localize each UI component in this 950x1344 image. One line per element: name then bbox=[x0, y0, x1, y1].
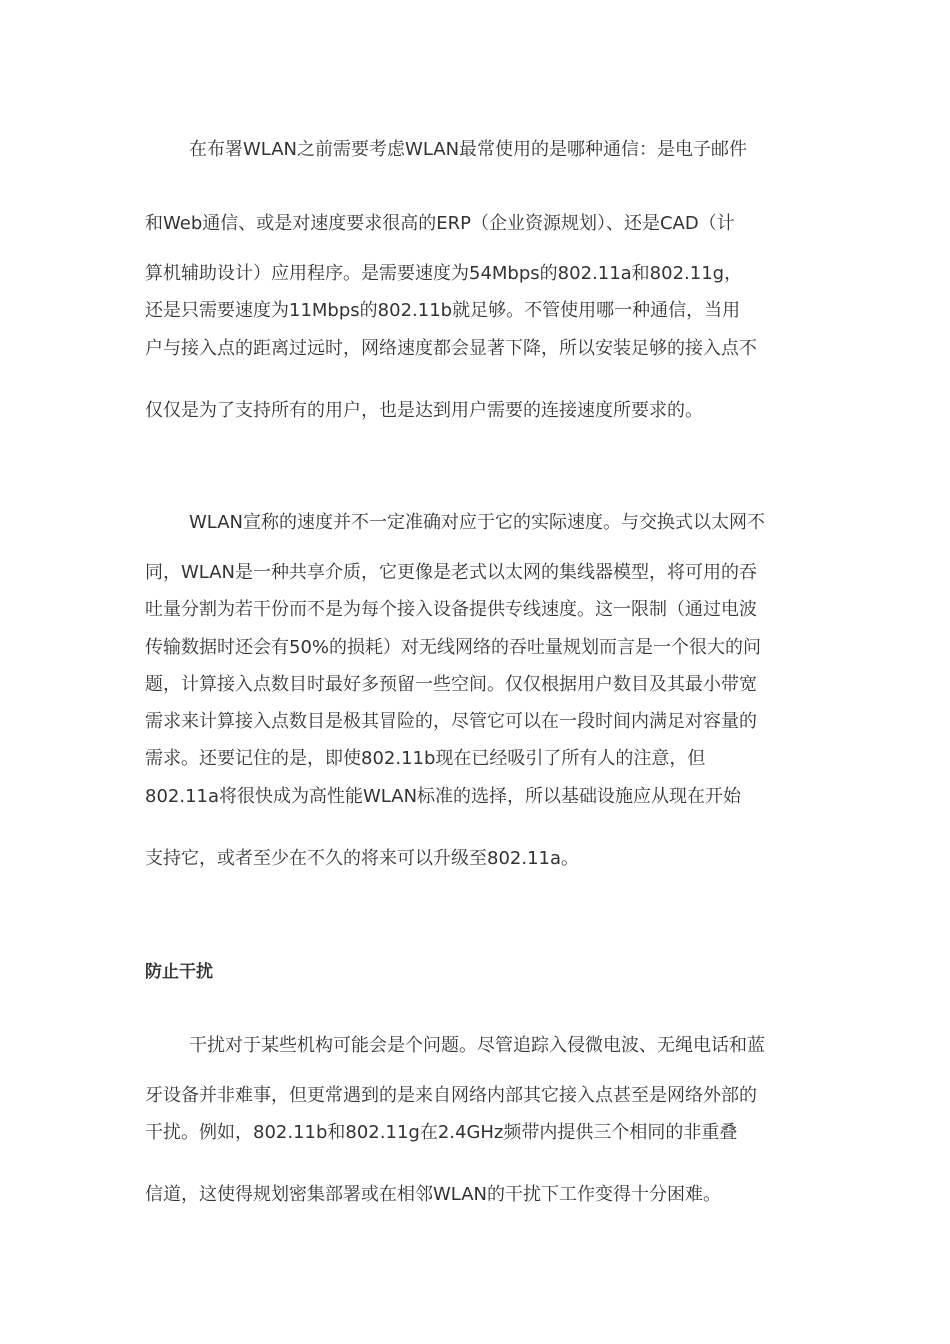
paragraph-2-line-5: 题，计算接入点数目时最好多预留一些空间。仅仅根据用户数目及其最小带宽 bbox=[145, 674, 757, 695]
paragraph-3-line-2: 牙设备并非难事，但更常遇到的是来自网络内部其它接入点甚至是网络外部的 bbox=[145, 1085, 757, 1106]
paragraph-1-line-6: 仅仅是为了支持所有的用户，也是达到用户需要的连接速度所要求的。 bbox=[145, 400, 703, 421]
paragraph-1-line-3: 算机辅助设计）应用程序。是需要速度为54Mbps的802.11a和802.11g， bbox=[145, 263, 743, 284]
paragraph-3-line-1: 干扰对于某些机构可能会是个问题。尽管追踪入侵微电波、无绳电话和蓝 bbox=[189, 1035, 765, 1056]
paragraph-1-line-1: 在布署WLAN之前需要考虑WLAN最常使用的是哪种通信：是电子邮件 bbox=[189, 139, 748, 160]
paragraph-2-line-6: 需求来计算接入点数目是极其冒险的，尽管它可以在一段时间内满足对容量的 bbox=[145, 711, 757, 732]
paragraph-1-line-2: 和Web通信、或是对速度要求很高的ERP（企业资源规划）、还是CAD（计 bbox=[145, 213, 735, 234]
paragraph-1-line-5: 户与接入点的距离过远时，网络速度都会显著下降，所以安装足够的接入点不 bbox=[145, 338, 757, 359]
paragraph-2-line-9: 支持它，或者至少在不久的将来可以升级至802.11a。 bbox=[145, 848, 580, 869]
paragraph-2-line-2: 同，WLAN是一种共享介质，它更像是老式以太网的集线器模型，将可用的吞 bbox=[145, 562, 758, 583]
paragraph-1-line-4: 还是只需要速度为11Mbps的802.11b就足够。不管使用哪一种通信，当用 bbox=[145, 300, 741, 321]
paragraph-2-line-4: 传输数据时还会有50%的损耗）对无线网络的吞吐量规划而言是一个很大的问 bbox=[145, 637, 762, 658]
paragraph-3-line-4: 信道，这使得规划密集部署或在相邻WLAN的干扰下工作变得十分困难。 bbox=[145, 1184, 722, 1205]
paragraph-2-line-3: 吐量分割为若干份而不是为每个接入设备提供专线速度。这一限制（通过电波 bbox=[145, 599, 757, 620]
paragraph-2-line-8: 802.11a将很快成为高性能WLAN标准的选择，所以基础设施应从现在开始 bbox=[145, 786, 742, 807]
section-heading: 防止干扰 bbox=[145, 962, 213, 982]
paragraph-2-line-7: 需求。还要记住的是，即使802.11b现在已经吸引了所有人的注意，但 bbox=[145, 748, 706, 769]
paragraph-3-line-3: 干扰。例如，802.11b和802.11g在2.4GHz频带内提供三个相同的非重叠 bbox=[145, 1122, 738, 1143]
paragraph-2-line-1: WLAN宣称的速度并不一定准确对应于它的实际速度。与交换式以太网不 bbox=[189, 512, 766, 533]
